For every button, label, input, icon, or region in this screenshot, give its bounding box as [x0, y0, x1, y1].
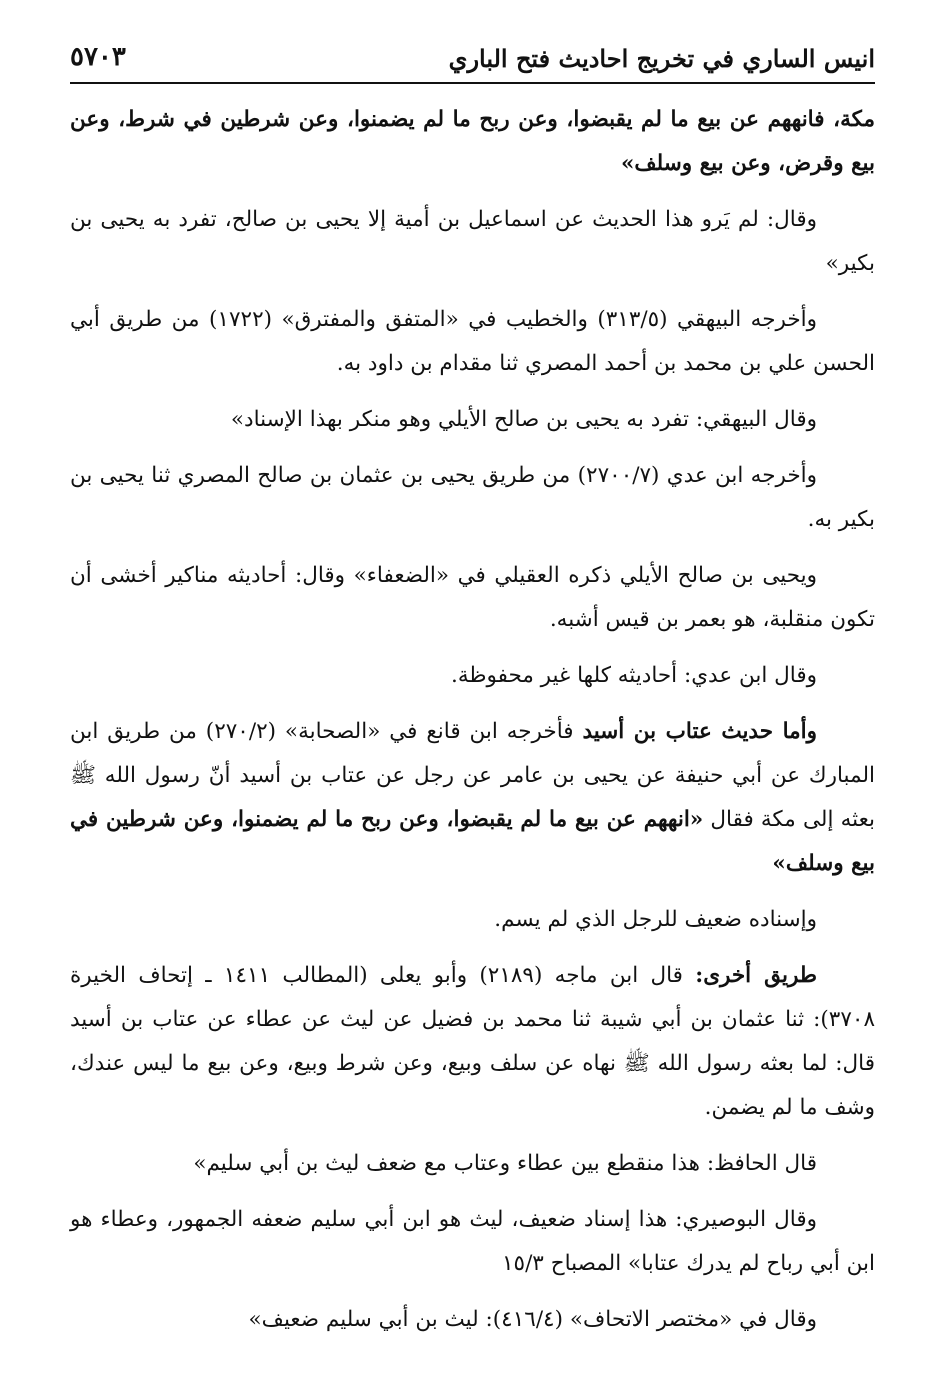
book-title: انيس الساري في تخريج احاديث فتح الباري — [448, 44, 875, 73]
body-text — [70, 98, 875, 1342]
paragraph-text: قال الحافظ: هذا منقطع بين عطاء وعتاب مع ضعف ليث بن أبي سليم» — [193, 1151, 817, 1176]
paragraph-text: وقال ابن عدي: أحاديثه كلها غير محفوظة. — [451, 663, 817, 688]
paragraph-text: وقال: لم يَرو هذا الحديث عن اسماعيل بن أمية إلا يحيى بن صالح، تفرد به يحيى بن بكير» — [70, 207, 875, 276]
paragraph-text: ويحيى بن صالح الأيلي ذكره العقيلي في «الضعفاء» وقال: أحاديثه مناكير أخشى أن تكون منقلبة، هو بعمر بن قيس أشبه. — [70, 563, 875, 632]
paragraph — [70, 898, 875, 942]
paragraph — [70, 954, 875, 1130]
paragraph-text: وأخرجه ابن عدي (٢٧٠٠/٧) من طريق يحيى بن عثمان بن صالح المصري ثنا يحيى بن بكير به. — [70, 463, 875, 532]
paragraph — [70, 398, 875, 442]
paragraph — [70, 710, 875, 886]
paragraph — [70, 1142, 875, 1186]
section-lead: وأما حديث عتاب بن أسيد — [582, 719, 817, 744]
section-lead: طريق أخرى: — [695, 963, 818, 988]
hadith-text: مكة، فانههم عن بيع ما لم يقبضوا، وعن ربح ما لم يضمنوا، وعن شرطين في شرط، وعن بيع وقرض، وعن بيع وسلف» — [70, 107, 875, 176]
hadith-text: «انههم عن بيع ما لم يقبضوا، وعن ربح ما لم يضمنوا، وعن شرطين في بيع وسلف» — [70, 807, 875, 876]
paragraph — [70, 554, 875, 642]
paragraph — [70, 298, 875, 386]
paragraph-text: وقال البوصيري: هذا إسناد ضعيف، ليث هو ابن أبي سليم ضعفه الجمهور، وعطاء هو ابن أبي رباح لم يدرك عتابا» المصباح ١٥/٣ — [70, 1207, 875, 1276]
paragraph — [70, 654, 875, 698]
paragraph-text: وقال في «مختصر الاتحاف» (٤١٦/٤): ليث بن أبي سليم ضعيف» — [248, 1307, 817, 1332]
paragraph-text: قال ابن ماجه (٢١٨٩) وأبو يعلى (المطالب ١٤١١ ـ إتحاف الخيرة ٣٧٠٨): ثنا عثمان بن أبي شيبة ثنا محمد بن فضيل عن ليث عن عطاء عن عتاب بن أسيد قال: لما بعثه رسول الله ﷺ نهاه عن سلف وبيع، وعن شرط وبيع، وعن بيع ما ليس عندك، وشف ما لم يضمن. — [70, 963, 875, 1120]
paragraph — [70, 1298, 875, 1342]
paragraph-text: وقال البيهقي: تفرد به يحيى بن صالح الأيلي وهو منكر بهذا الإسناد» — [230, 407, 817, 432]
paragraph-continuation — [70, 98, 875, 186]
paragraph-text: وإسناده ضعيف للرجل الذي لم يسم. — [494, 907, 817, 932]
paragraph — [70, 198, 875, 286]
book-page — [70, 38, 875, 1354]
paragraph — [70, 454, 875, 542]
page-number: ٥٧٠٣ — [70, 42, 126, 72]
paragraph-text: وأخرجه البيهقي (٣١٣/٥) والخطيب في «المتفق والمفترق» (١٧٢٢) من طريق أبي الحسن علي بن محمد بن أحمد المصري ثنا مقدام بن داود به. — [70, 307, 875, 376]
paragraph — [70, 1198, 875, 1286]
paragraph-text: فأخرجه ابن قانع في «الصحابة» (٢٧٠/٢) من طريق ابن المبارك عن أبي حنيفة عن يحيى بن عامر عن رجل عن عتاب بن أسيد أنّ رسول الله ﷺ بعثه إلى مكة فقال — [70, 719, 875, 832]
running-header — [70, 38, 875, 84]
